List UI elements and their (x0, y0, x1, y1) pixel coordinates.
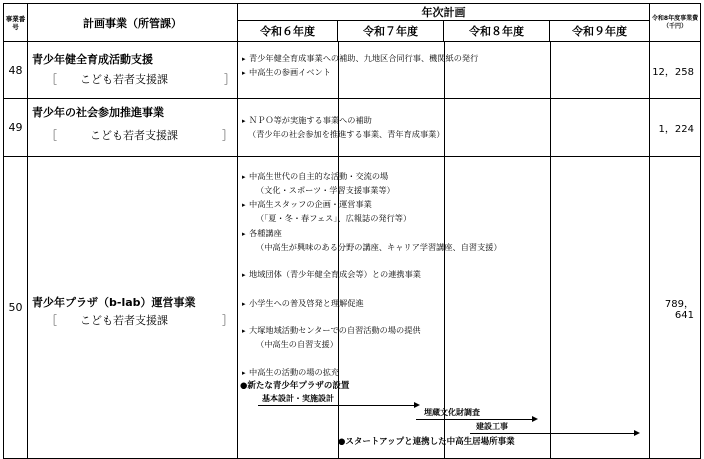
plan-item-detail: （中高生の自習支援） (256, 339, 338, 349)
plan-item: ▸ ＮＰＯ等が実施する事業への補助 (242, 115, 372, 125)
plan-table (3, 3, 701, 459)
project-title-cell: 青少年プラザ（b-lab）運営事業 ［ こども若者支援課 ］ (28, 157, 238, 459)
step-construction: 建設工事 (476, 422, 508, 431)
plan-item: ▸ 中高生スタッフの企画・運営事業 (242, 199, 372, 209)
plan-item: ▸ 中高生の参画イベント (242, 67, 331, 77)
plan-item-detail: （中高生が興味のある分野の講座、キャリア学習講座、自習支援） (256, 242, 502, 252)
plan-item: ▸ 青少年健全育成事業への補助、九地区合同行事、機関紙の発行 (242, 53, 479, 63)
plan-item: ▸ 中高生の活動の場の拡充 (242, 367, 340, 377)
header-year-r7: 令和７年度 (338, 21, 444, 42)
plan-item-detail: （「夏・冬・春フェス」、広報誌の発行等） (256, 213, 412, 223)
arrow-excavation (416, 419, 536, 420)
arrow-design (258, 405, 418, 406)
plan-cell (238, 99, 650, 157)
project-name: 青少年健全育成活動支援 (32, 53, 153, 66)
table-row (4, 42, 701, 99)
row-no: 49 (4, 99, 28, 157)
project-name: 青少年の社会参加推進事業 (32, 106, 164, 119)
plan-item-detail: （青少年の社会参加を推進する事業、青年育成事業） (248, 129, 445, 139)
plan-cell (238, 42, 650, 99)
header-cost: 令和8年度事業費（千円） (650, 4, 701, 42)
cost-value: 789，641 (650, 157, 701, 459)
header-annual-plan: 年次計画 (238, 4, 650, 21)
header-no: 事業番号 (4, 4, 28, 42)
table-row (4, 157, 701, 459)
row-no: 48 (4, 42, 28, 99)
project-title-cell: 青少年の社会参加推進事業 ［ こども若者支援課 ］ (28, 99, 238, 157)
milestone-startup: ●スタートアップと連携した中高生居場所事業 (338, 437, 515, 447)
project-title-cell: 青少年健全育成活動支援 ［ こども若者支援課 ］ (28, 42, 238, 99)
header-year-r9: 令和９年度 (550, 21, 650, 42)
header-project: 計画事業（所管課） (28, 4, 238, 42)
step-excavation: 埋蔵文化財調査 (424, 408, 480, 417)
plan-item: ▸ 大塚地域活動センターでの自習活動の場の提供 (242, 325, 421, 335)
header-year-r8: 令和８年度 (444, 21, 550, 42)
header-year-r6: 令和６年度 (238, 21, 338, 42)
step-design: 基本設計・実施設計 (262, 394, 334, 403)
table-row (4, 99, 701, 157)
cost-value: 12，258 (650, 42, 701, 99)
plan-cell (238, 157, 650, 459)
milestone-new-plaza: ●新たな青少年プラザの設置 (240, 381, 350, 391)
plan-item-detail: （文化・スポーツ・学習支援事業等） (256, 185, 395, 195)
plan-item: ▸ 小学生への普及啓発と理解促進 (242, 298, 364, 308)
plan-item: ▸ 地域団体（青少年健全育成会等）との連携事業 (242, 269, 421, 279)
plan-item: ▸ 各種講座 (242, 228, 282, 238)
cost-value: 1，224 (650, 99, 701, 157)
project-name: 青少年プラザ（b-lab）運営事業 (32, 296, 196, 309)
arrow-construction (470, 433, 638, 434)
row-no: 50 (4, 157, 28, 459)
plan-item: ▸ 中高生世代の自主的な活動・交流の場 (242, 171, 389, 181)
